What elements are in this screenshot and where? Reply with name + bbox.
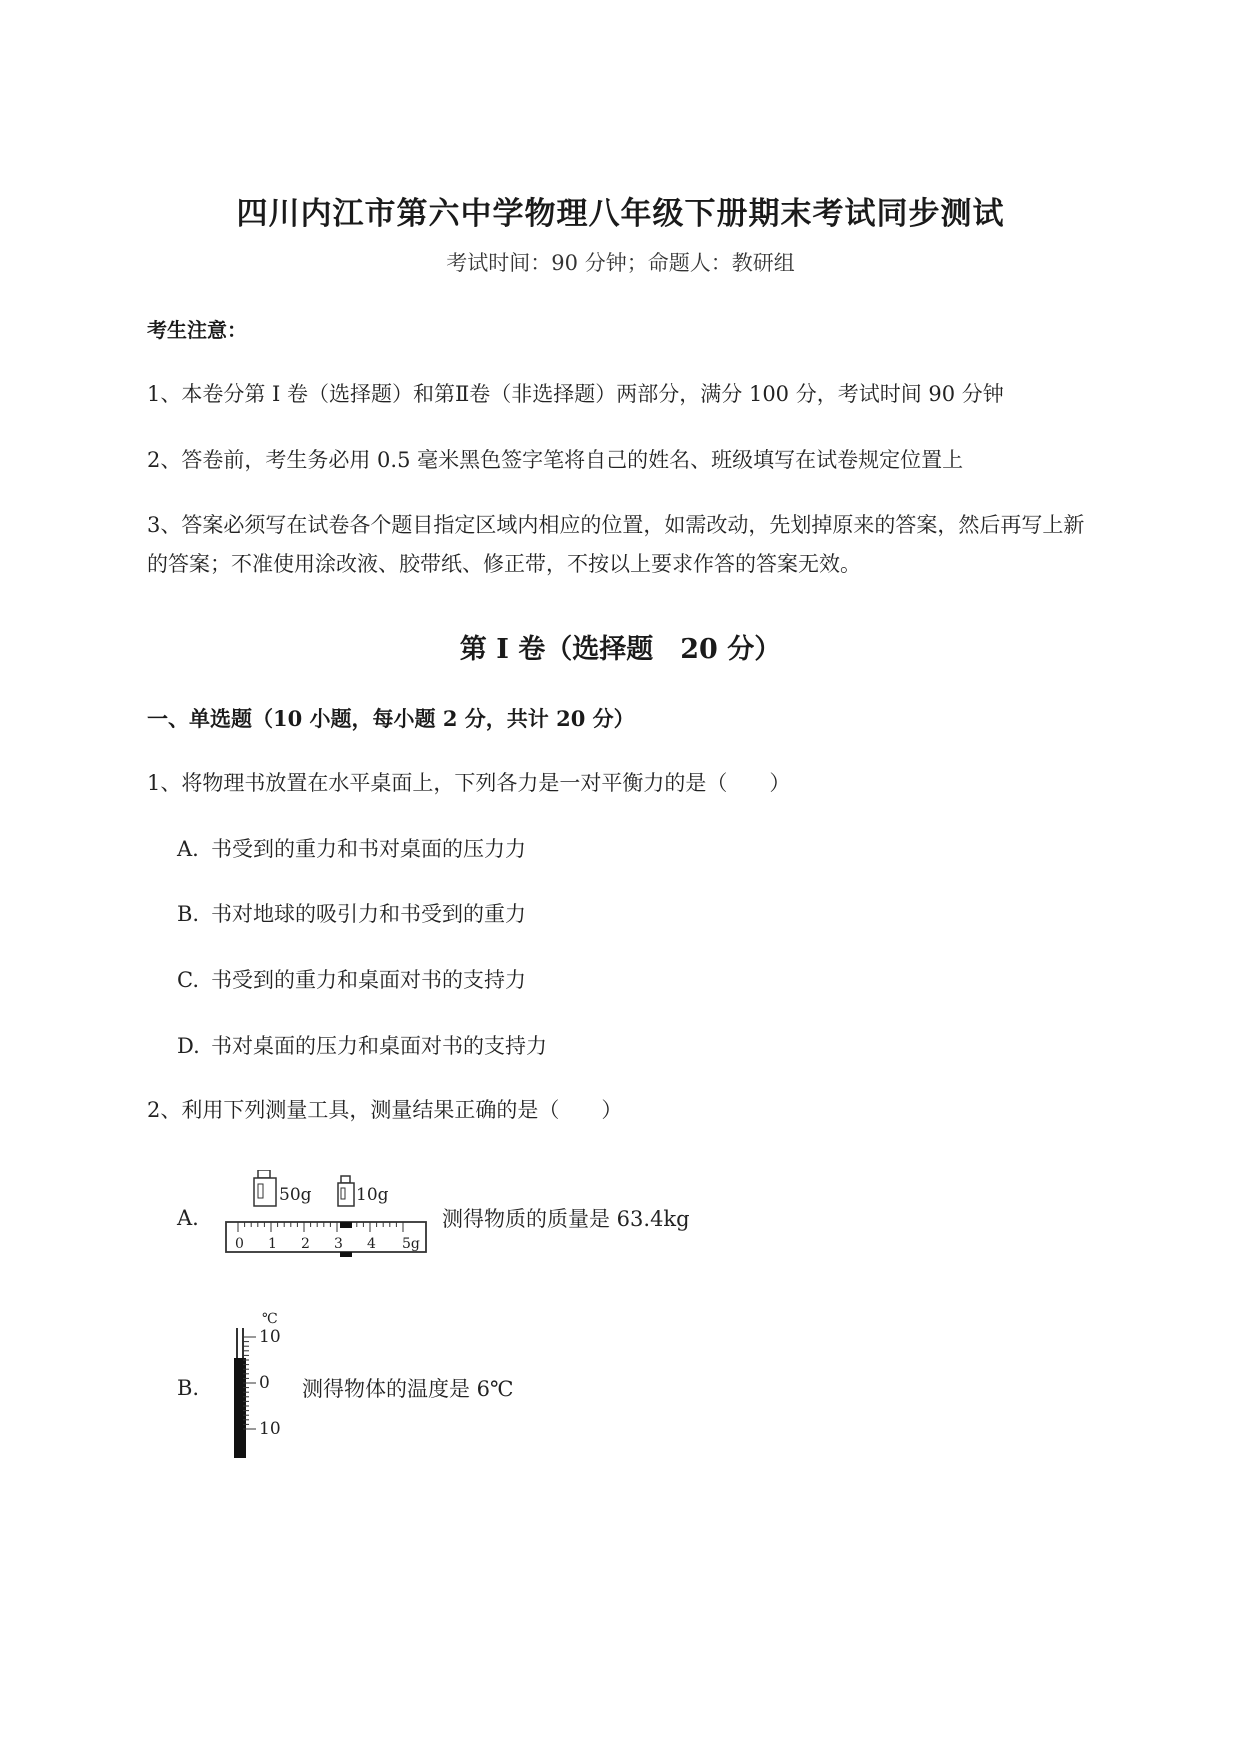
question-2-option-a-letter[interactable]: A. — [177, 1206, 199, 1230]
question-1-stem: 1、将物理书放置在水平桌面上，下列各力是一对平衡力的是（ ） — [147, 771, 791, 795]
thermometer-unit: ℃ — [262, 1311, 278, 1327]
thermometer-figure — [228, 1308, 288, 1460]
option-text: 书对桌面的压力和桌面对书的支持力 — [211, 1034, 547, 1058]
question-2-option-a-text: 测得物质的质量是 63.4kg — [442, 1207, 690, 1231]
scale-label-2: 2 — [301, 1236, 310, 1252]
option-text: 书对地球的吸引力和书受到的重力 — [211, 902, 526, 926]
scale-label-4: 4 — [367, 1236, 376, 1252]
thermometer-diagram — [228, 1308, 288, 1460]
rider-top — [340, 1222, 352, 1228]
part-heading: 一、单选题（10 小题，每小题 2 分，共计 20 分） — [147, 706, 635, 731]
notice-item-3: 3、答案必须写在试卷各个题目指定区域内相应的位置，如需改动，先划掉原来的答案，然后再写上新 — [147, 513, 1085, 537]
weight-10g — [338, 1176, 354, 1206]
thermometer-column — [234, 1358, 246, 1458]
scale-ticks — [238, 1222, 403, 1232]
thermometer-label-top: 10 — [259, 1327, 281, 1347]
thermometer-ticks — [243, 1337, 256, 1429]
question-2-option-b-text: 测得物体的温度是 6℃ — [302, 1377, 514, 1401]
option-letter: C. — [177, 968, 199, 992]
option-text: 书受到的重力和桌面对书的支持力 — [211, 968, 526, 992]
scale-label-3: 3 — [334, 1236, 343, 1252]
thermometer-label-zero: 0 — [259, 1373, 270, 1393]
option-letter: A. — [177, 837, 199, 861]
weight-50g-label: 50g — [279, 1185, 312, 1205]
weight-10g-label: 10g — [356, 1185, 389, 1205]
notice-item-3-cont: 的答案；不准使用涂改液、胶带纸、修正带，不按以上要求作答的答案无效。 — [147, 552, 861, 576]
question-1-option-d[interactable] — [177, 1030, 547, 1060]
weight-50g — [254, 1170, 276, 1206]
question-1-option-b[interactable] — [177, 898, 526, 928]
notice-item-1: 1、本卷分第 I 卷（选择题）和第Ⅱ卷（非选择题）两部分，满分 100 分，考试时间 90 分钟 — [147, 382, 1004, 406]
option-letter: D. — [177, 1034, 200, 1058]
balance-scale-diagram — [224, 1170, 429, 1266]
thermometer-label-bottom: 10 — [259, 1419, 281, 1439]
option-letter: B. — [177, 902, 200, 926]
rider-bottom — [340, 1252, 352, 1257]
section-title: 第 I 卷（选择题 20 分） — [459, 634, 782, 665]
question-2-option-b-letter[interactable]: B. — [177, 1376, 200, 1400]
question-2-stem: 2、利用下列测量工具，测量结果正确的是（ ） — [147, 1098, 623, 1122]
scale-label-5g: 5g — [402, 1236, 420, 1252]
question-1-option-c[interactable] — [177, 964, 526, 994]
notice-heading: 考生注意： — [147, 318, 247, 342]
page-title: 四川内江市第六中学物理八年级下册期末考试同步测试 — [236, 196, 1005, 232]
notice-item-2: 2、答卷前，考生务必用 0.5 毫米黑色签字笔将自己的姓名、班级填写在试卷规定位置上 — [147, 448, 964, 472]
exam-info: 考试时间：90 分钟；命题人：教研组 — [446, 251, 795, 275]
question-1-option-a[interactable] — [177, 833, 526, 863]
scale-label-0: 0 — [235, 1236, 244, 1252]
balance-scale-figure — [224, 1170, 429, 1266]
scale-label-1: 1 — [268, 1236, 277, 1252]
option-text: 书受到的重力和书对桌面的压力力 — [211, 837, 526, 861]
